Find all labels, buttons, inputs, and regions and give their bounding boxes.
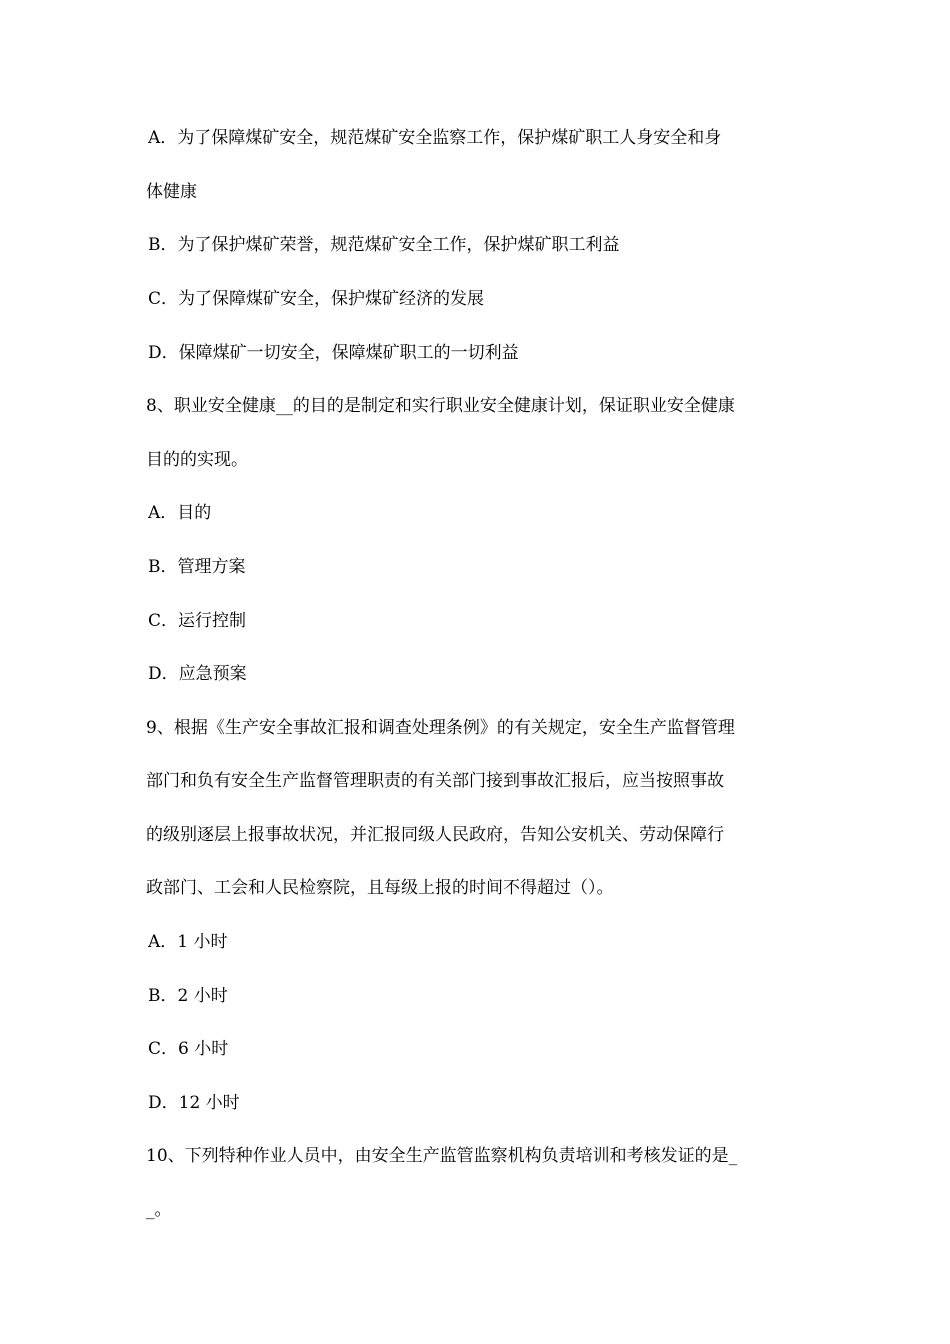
q7-option-b: B．为了保护煤矿荣誉，规范煤矿安全工作，保护煤矿职工利益 [148, 235, 620, 255]
q9-option-b: B．2 小时 [148, 986, 228, 1006]
q9-stem-line1: 9、根据《生产安全事故汇报和调查处理条例》的有关规定，安全生产监督管理 [146, 718, 735, 738]
q10-stem-line2: _。 [146, 1200, 172, 1220]
q9-stem-line2: 部门和负有安全生产监督管理职责的有关部门接到事故汇报后，应当按照事故 [146, 771, 724, 791]
q9-option-c: C．6 小时 [148, 1039, 229, 1059]
q9-stem-line3: 的级别逐层上报事故状况，并汇报同级人民政府，告知公安机关、劳动保障行 [146, 825, 724, 845]
q7-option-c: C．为了保障煤矿安全，保护煤矿经济的发展 [148, 289, 485, 309]
q7-option-a-line1: A．为了保障煤矿安全，规范煤矿安全监察工作，保护煤矿职工人身安全和身 [148, 128, 722, 148]
q9-option-d: D．12 小时 [148, 1093, 240, 1113]
q8-stem-line2: 目的的实现。 [146, 450, 248, 470]
q7-option-a-line2: 体健康 [146, 182, 197, 202]
q7-option-d: D．保障煤矿一切安全，保障煤矿职工的一切利益 [148, 343, 519, 363]
q8-option-d: D．应急预案 [148, 664, 247, 684]
q8-option-c: C．运行控制 [148, 611, 247, 631]
q10-stem-line1: 10、下列特种作业人员中，由安全生产监管监察机构负责培训和考核发证的是_ [146, 1146, 738, 1166]
q8-option-b: B．管理方案 [148, 557, 246, 577]
q8-option-a: A．目的 [148, 503, 212, 523]
q8-stem-line1: 8、职业安全健康__的目的是制定和实行职业安全健康计划，保证职业安全健康 [146, 396, 735, 416]
q9-stem-line4: 政部门、工会和人民检察院，且每级上报的时间不得超过（）。 [146, 878, 614, 898]
q9-option-a: A．1 小时 [148, 932, 228, 952]
